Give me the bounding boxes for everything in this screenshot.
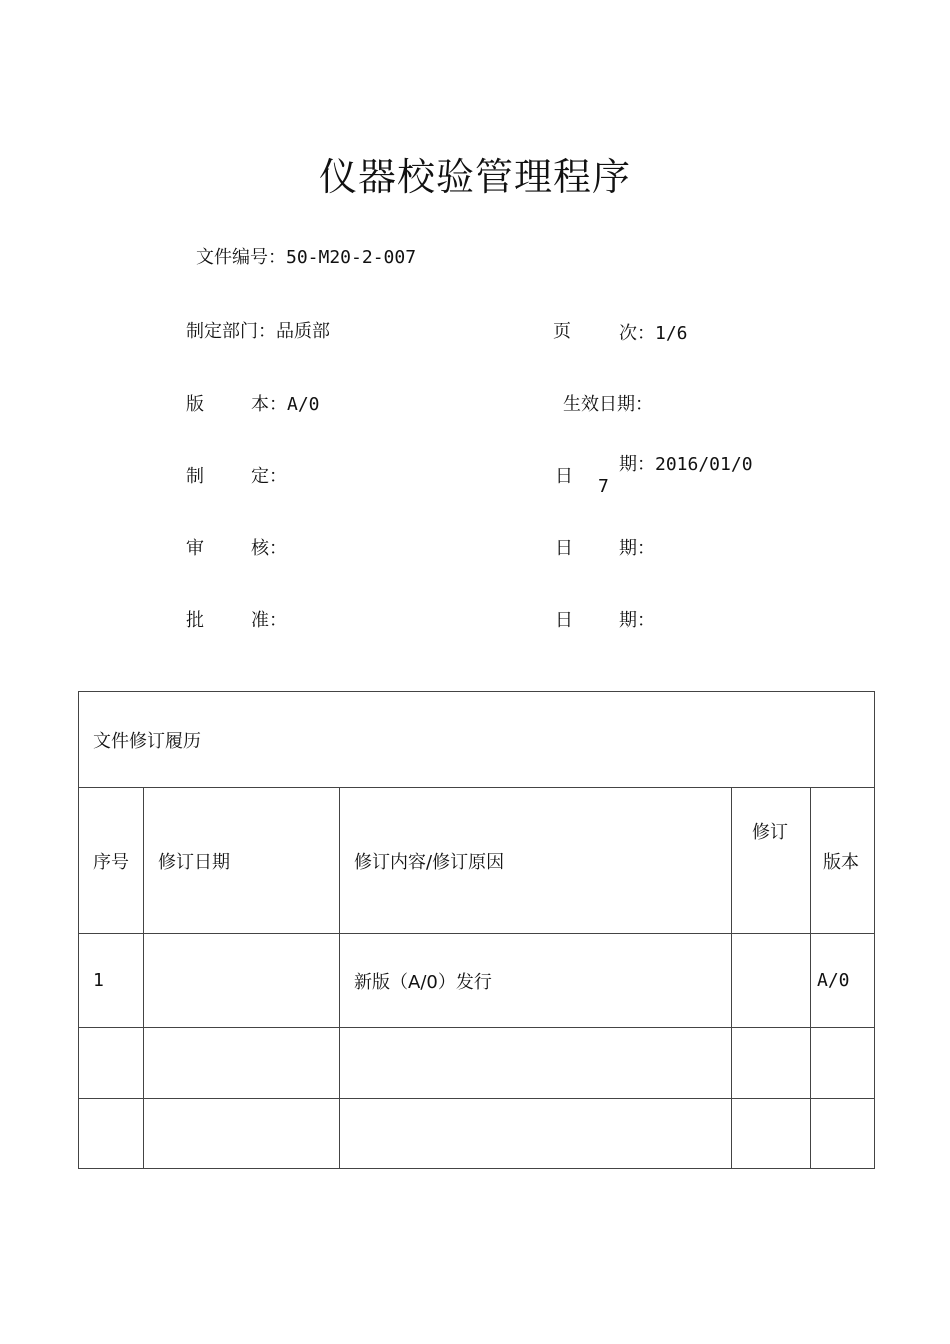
header-version: 版本 [811, 788, 875, 934]
version-label-first-char: 版 [186, 394, 204, 415]
table-row [79, 1028, 875, 1099]
cell-reviser [732, 1028, 811, 1099]
approve-date-label-first-char: 日 [555, 610, 573, 631]
page-count [619, 319, 688, 345]
issue-date-value-wrap: 7 [598, 476, 609, 497]
page-label-first-char: 页 [553, 321, 571, 342]
cell-date [144, 934, 340, 1028]
document-title: 仪器校验管理程序 [318, 155, 631, 199]
cell-seq [79, 1028, 144, 1099]
review-date-label-first-char: 日 [555, 538, 573, 559]
header-date: 修订日期 [144, 788, 340, 934]
cell-date [144, 1028, 340, 1099]
doc-number-value: 50-M20-2-007 [286, 247, 417, 268]
cell-seq: 1 [79, 934, 144, 1028]
effective-date-label: 生效日期： [563, 394, 653, 415]
revision-table-header-row [79, 788, 875, 934]
issue-date [619, 450, 753, 476]
approve-date-label: 期： [619, 610, 655, 631]
cell-reviser [732, 1099, 811, 1169]
header-content: 修订内容/修订原因 [340, 788, 732, 934]
cell-content [340, 1099, 732, 1169]
revision-table-title-row [79, 692, 875, 788]
version [251, 390, 320, 416]
page-label: 次： [619, 323, 655, 344]
doc-number-label: 文件编号： [196, 247, 286, 268]
department [186, 317, 330, 343]
issue-date-label: 期： [619, 454, 655, 475]
table-row [79, 934, 875, 1028]
header-reviser: 修订 [732, 788, 811, 934]
page-value: 1/6 [655, 323, 688, 344]
cell-reviser [732, 934, 811, 1028]
cell-content [340, 1028, 732, 1099]
cell-version [811, 1099, 875, 1169]
cell-version [811, 1028, 875, 1099]
cell-version: A/0 [811, 934, 875, 1028]
table-row [79, 1099, 875, 1169]
department-label: 制定部门： [186, 321, 276, 342]
cell-content: 新版（A/0）发行 [340, 934, 732, 1028]
revision-history-table [78, 691, 875, 1169]
revision-table-title: 文件修订履历 [79, 692, 875, 788]
header-seq: 序号 [79, 788, 144, 934]
review-date-label: 期： [619, 538, 655, 559]
made-by-label: 定： [251, 466, 287, 487]
doc-number [196, 243, 416, 269]
department-value: 品质部 [276, 321, 330, 342]
version-label: 本： [251, 394, 287, 415]
review-label: 核： [251, 538, 287, 559]
version-value: A/0 [287, 394, 320, 415]
approve-label: 准： [251, 610, 287, 631]
made-by-label-first-char: 制 [186, 466, 204, 487]
cell-date [144, 1099, 340, 1169]
date-label-first-char: 日 [555, 466, 573, 487]
cell-seq [79, 1099, 144, 1169]
issue-date-value: 2016/01/0 [655, 454, 753, 475]
approve-label-first-char: 批 [186, 610, 204, 631]
review-label-first-char: 审 [186, 538, 204, 559]
